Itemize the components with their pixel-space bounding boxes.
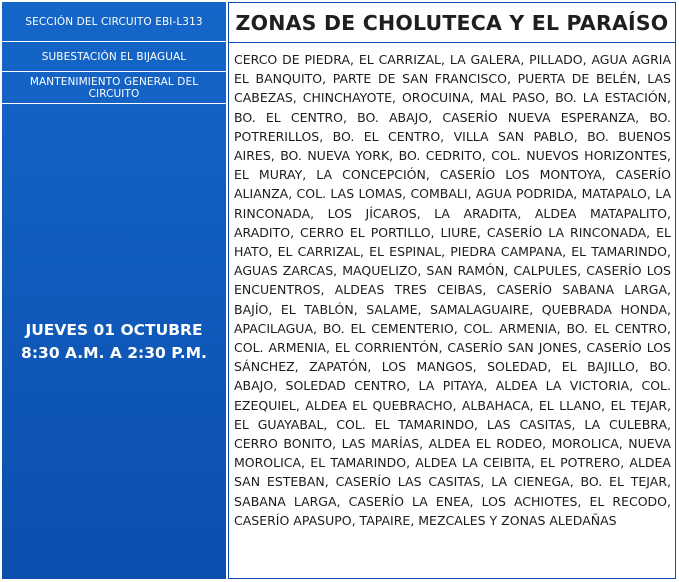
maintenance-label: MANTENIMIENTO GENERAL DEL CIRCUITO [2,72,226,104]
substation-label: SUBESTACIÓN EL BIJAGUAL [2,42,226,72]
zones-list: CERCO DE PIEDRA, EL CARRIZAL, LA GALERA, PILLADO, AGUA AGRIA EL BANQUITO, PARTE DE SAN FRANCISCO, PUERTA DE BELÉN, LAS CABEZAS, CHINCHAYOTE, OROCUINA, MAL PASO, BO. LA ESTACIÓN, BO. EL CENTRO, BO. ABAJO, CASERÍO NUEVA ESPERANZA, BO. POTRERILLOS, BO. EL CENTRO, VILLA SAN PABLO, BO. BUENOS AIRES, BO. NUEVA YORK, BO. CEDRITO, COL. NUEVOS HORIZONTES, EL MURAY, LA CONCEPCIÓN, CASERÍO LOS MONTOYA, CASERÍO ALIANZA, COL. LAS LOMAS, COMBALI, AGUA PODRIDA, MATAPALO, LA RINCONADA, LOS JÍCAROS, LA ARADITA, ALDEA MATAPALITO, ARADITO, CERRO EL PORTILLO, LIURE, CASERÍO LA RINCONADA, EL HATO, EL CARRIZAL, EL ESPINAL, PIEDRA CAMPANA, EL TAMARINDO, AGUAS ZARCAS, MAQUELIZO, SAN RAMÓN, CALPULES, CASERÍO LOS ENCUENTROS, ALDEAS TRES CEIBAS, CASERÍO SABANA LARGA, BAJÍO, EL TABLÓN, SALAME, SAMALAGUAIRE, QUEBRADA HONDA, APACILAGUA, BO. EL CEMENTERIO, COL. ARMENIA, BO. EL CENTRO, COL. ARMENIA, EL CORRIENTÓN, CASERÍO SAN JONES, CASERÍO LOS SÁNCHEZ, ZAPATÓN, LOS MANGOS, SOLEDAD, EL BAJILLO, BO. ABAJO, SOLEDAD CENTRO, LA PITAYA, ALDEA LA VICTORIA, COL. EZEQUIEL, ALDEA EL QUEBRACHO, ALBAHACA, EL LLANO, EL TEJAR, EL GUAYABAL, COL. EL TAMARINDO, LAS CASITAS, LA CULEBRA, CERRO BONITO, LAS MARÍAS, ALDEA EL RODEO, MOROLICA, NUEVA MOROLICA, EL TAMARINDO, ALDEA LA CEIBITA, EL POTRERO, ALDEA SAN ESTEBAN, CASERÍO LAS CASITAS, LA CIENEGA, BO. EL TEJAR, SABANA LARGA, CASERÍO LA ENEA, LOS ACHIOTES, EL RECODO, CASERÍO APASUPO, TAPAIRE, MEZCALES Y ZONAS ALEDAÑAS [234,52,671,528]
zones-title: ZONAS DE CHOLUTECA Y EL PARAÍSO [229,3,675,43]
zones-column [228,2,676,579]
circuit-section-label: SECCIÓN DEL CIRCUITO EBI-L313 [2,2,226,42]
schedule-date: JUEVES 01 OCTUBRE [25,320,203,339]
schedule-column [2,2,226,579]
schedule-block [2,104,226,579]
schedule-time: 8:30 A.M. A 2:30 P.M. [21,343,207,362]
